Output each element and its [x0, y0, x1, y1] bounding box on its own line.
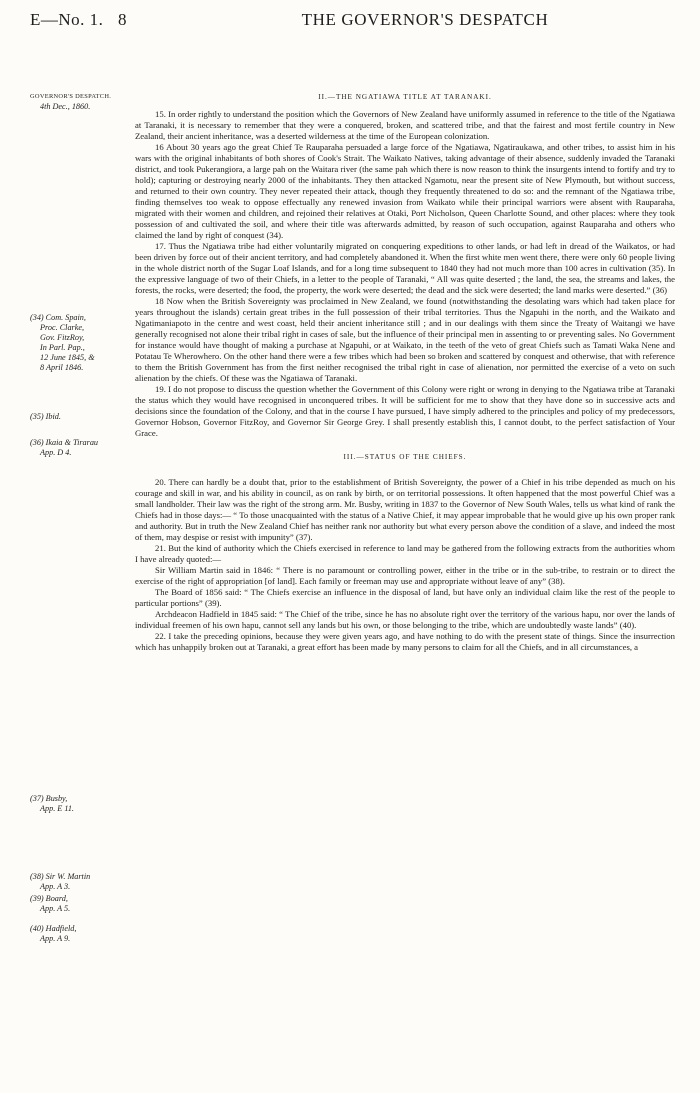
quotation-hadfield: Archdeacon Hadfield in 1845 said: “ The Chief of the tribe, since he has no absolute right over the territory of the various hapu, nor over the lands of individual freemen of his own hapu, cannot sell any lands but his own, or those belonging to the tribe, which are undoubtedly waste lands” (40). — [135, 609, 675, 630]
paragraph-18: 18 Now when the British Sovereignty was proclaimed in New Zealand, we found (notwithstanding the desolating wars which had taken place for years throughout the islands) certain great tribes in the full possession of their tribal territories. Thus the Ngapuhi in the north, and the Waikato and Ngatimaniapoto in the centre and west coast, held their ancient inheritance still ; and in our dealings with them since the Treaty of Waitangi we have generally recognised not alone their tribal right in cases of sale, but the influence of their principal men in assenting to or preventing sales. No Government for instance would have thought of making a purchase at Ngapuhi, or at Waikato, in the teeth of the veto of great Chiefs such as Tamati Waka Nene and Potatau Te Wherowhero. On the other hand there were a few tribes which had been so broken and scattered by conquest and otherwise, that with reference to them the British Government has from the first neither recognised the tribal right in case of alienation, nor permitted the exercise of a veto on such alienation by the chiefs. Of these was the Ngatiawa of Taranaki. — [135, 296, 675, 383]
parliamentary-reference: E—No. 1. — [30, 10, 104, 29]
margin-note-35: (35) Ibid. — [30, 412, 61, 421]
margin-note-34: (34) Com. Spain, Proc. Clarke, Gov. FitzRoy, In Parl. Pap., 12 June 1845, & 8 April 1846. — [30, 313, 95, 372]
margin-note-40: (40) Hadfield, App. A 9. — [30, 924, 77, 943]
margin-heading: GOVERNOR'S DESPATCH. 4th Dec., 1860. — [30, 92, 126, 112]
paragraph-16: 16 About 30 years ago the great Chief Te Rauparaha persuaded a large force of the Ngatiawa, Ngatiraukawa, and other tribes, to assist him in his wars with the original inhabitants of both shores of Cook's Strait. The Waikato Natives, taking advantage of their absence, suddenly invaded the Taranaki district, and took Pukerangiora, a large pah on the Waitara river (the same pah which there is now reason to think the insurgents intend to fortify and try to hold); capturing or destroying nearly 2000 of the inhabitants. They then attacked Ngamotu, near the present site of New Plymouth, but without success, and returned to their own country. They never repeated their attack, though they frequently threatened to do so: and the remnant of the Ngatiawa tribe, finding themselves too weak to oppose effectually any renewed invasion from Waikato while their principal warriors were absent with Rauparaha, migrated with their women and children, and rejoined their relatives at Otaki, Port Nicholson, Queen Charlotte Sound, and other places: where they took possession of and cultivated the soil, and where their title was afterwards admitted, by reason of such occupation, against Rauparaha and others who claimed the land by right of conquest (34). — [135, 142, 675, 240]
paragraph-15: 15. In order rightly to understand the position which the Governors of New Zealand have uniformly assumed in reference to the title of the Ngatiawa at Taranaki, it is necessary to remember that they were a conquered, broken, and scattered tribe, and that the fairest and most fertile country in New Zealand, their ancient inheritance, was a deserted wilderness at the time of the European colonization. — [135, 109, 675, 141]
margin-note-38: (38) Sir W. Martin App. A 3. — [30, 872, 91, 891]
margin-note-36: (36) Ikaia & Tirarau App. D 4. — [30, 438, 99, 457]
section-heading: III.—STATUS OF THE CHIEFS. — [343, 453, 467, 461]
paragraph-22: 22. I take the preceding opinions, because they were given years ago, and have nothing to do with the present state of things. Since the insurrection which has unhappily broken out at Taranaki, a great effort has been made by many persons to claim for all the Chiefs, and in all circumstances, a — [135, 631, 675, 652]
main-text — [135, 91, 675, 1081]
section-heading: II.—THE NGATIAWA TITLE AT TARANAKI. — [318, 93, 492, 101]
quotation-board: The Board of 1856 said: “ The Chiefs exercise an influence in the disposal of land, but have only an individual claim like the rest of the people to particular portions” (39). — [135, 587, 675, 608]
running-title: THE GOVERNOR'S DESPATCH — [301, 10, 549, 29]
margin-note-37: (37) Busby, App. E 11. — [30, 794, 74, 813]
paragraph-20: 20. There can hardly be a doubt that, prior to the establishment of British Sovereignty, the power of a Chief in his tribe depended as much on his courage and skill in war, and his ability in council, as on rank by birth, or on territorial possessions. It often happened that the most powerful Chief was a small landholder. Their law was the right of the strong arm. Mr. Busby, writing in 1837 to the Governor of New South Wales, tells us what kind of rank the Chiefs had in those days:— “ To those unacquainted with the status of a Native Chief, it may appear improbable that he would give up his own proper rank and authority. But in truth the New Zealand Chief has neither rank nor authority but what every person above the condition of a slave, and indeed the most of them, may despise or resist with impunity” (37). — [135, 477, 675, 542]
margin-notes — [30, 92, 126, 1072]
quotation-martin: Sir William Martin said in 1846: “ There is no paramount or controlling power, either in the tribe or in the sub-tribe, to restrain or to direct the exercise of the right of appropriation [of land]. Each family or freeman may use and appropriate without leave of any” (38). — [135, 565, 675, 586]
margin-note-39: (39) Board, App. A 5. — [30, 894, 71, 913]
page-header — [0, 10, 700, 40]
paragraph-17: 17. Thus the Ngatiawa tribe had either voluntarily migrated on conquering expeditions to other lands, or had left in dread of the Waikatos, or had been driven by force out of their ancient territory, and had completely abandoned it. When the first white men went there, there were only 60 people living in the whole district north of the Sugar Loaf Islands, and for a long time subsequent to 1840 they had not much more than 100 acres in cultivation (35). In the expressive language of two of their Chiefs, in a letter to the people of Taranaki, “ All was quite deserted ; the land, the sea, the streams and lakes, the forests, the rocks, were deserted; the food, the property, the work were deserted; the dead and the sick were deserted; the land marks were deserted.” (36) — [135, 241, 675, 295]
paragraph-21: 21. But the kind of authority which the Chiefs exercised in reference to land may be gathered from the following extracts from the authorities whom I have already quoted:— — [135, 543, 675, 564]
page-number: 8 — [118, 10, 127, 29]
paragraph-19: 19. I do not propose to discuss the question whether the Government of this Colony were right or wrong in denying to the Ngatiawa tribe at Taranaki the status which they would have recognised in unconquered tribes. It will be sufficient for me to show that they have done so in successive acts and decisions since the foundation of the Colony, and that in the course I have pursued, I have simply adhered to the principles and policy of my predecessors, Governor Hobson, Governor FitzRoy, and Governor Sir George Grey. I shall presently establish this, I cannot doubt, to the perfect satisfaction of Your Grace. — [135, 384, 675, 438]
despatch-date: 4th Dec., 1860. — [40, 102, 91, 111]
